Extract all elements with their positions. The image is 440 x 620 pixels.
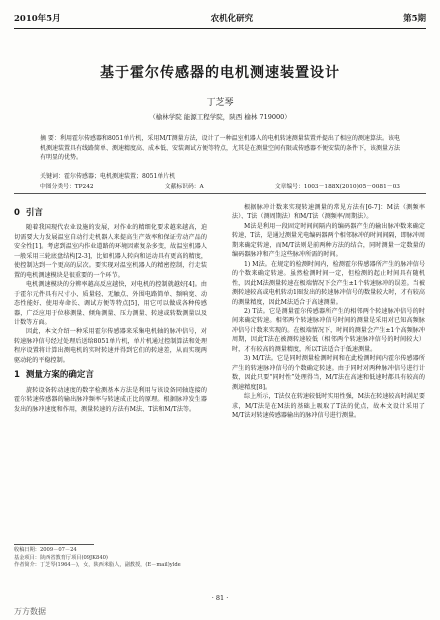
footnote-fund: 基金项目：陕西省教育厅项目(09JK840) <box>14 554 108 561</box>
watermark: 万方数据 <box>14 607 46 616</box>
paragraph: 电机测速模块的分辨率越高反应越快，对电机的控制就越好[4]。由于霍尔元件具有尺寸小、质量轻、无触点、外围电路简单、频响宽、动态性能好、使用寿命长、调试方便等特点[5]，用它可以做成各种传感器，广泛应用于位移测量、倾角测量、压力测量、转速或转数测量以及计数等方面。 <box>14 281 207 326</box>
running-header <box>14 10 426 26</box>
author-affiliation: （榆林学院 能源工程学院，陕西 榆林 719000） <box>149 113 291 121</box>
paragraph: 旋转设备转动速度的数字检测基本方法是利用与该设备同轴连接的霍尔转速传感器的输出脉冲频率与转速成正比的原理。根据脉冲发生器发出的脉冲速度和作用，测量转速的方法有M法、T法和M/T法等。 <box>14 386 207 413</box>
paragraph: 综上所示，T法仅在转速较低时实用性强，M法在转速较高时满足要求，M/T法是在M法的基础上吸取了T法的优点，故本文设计采用了M/T法对转速传感器输出的脉冲信号进行测量。 <box>232 393 425 419</box>
document-code: 文献标识码：A <box>164 184 204 190</box>
section-title: 测量方案的确定言 <box>25 370 94 381</box>
classification-line <box>40 181 400 190</box>
author-name: 丁芝琴 <box>206 98 234 108</box>
keywords: 关键词：霍尔传感器；电机测速装置；8051单片机 <box>40 173 176 180</box>
section-rule <box>14 193 426 194</box>
paper-title: 基于霍尔传感器的电机测速装置设计 <box>100 65 340 81</box>
paragraph: 因此，本文介绍一种采用霍尔传感器来采集电机轴的脉冲信号，对转速脉冲信号经过处理后送给8051单片机，单片机通过控制算法和处理程序设置将计算出测电机的实时转速并得到它们的转速差，从而实现两驱动轮的平稳控制。 <box>14 328 207 364</box>
header-journal: 农机化研究 <box>210 14 254 24</box>
footnote-rule <box>14 544 94 545</box>
section-number: 1 <box>14 370 20 381</box>
paragraph: 根据脉冲计数来实现转速测量的常见方法有[6-7]：M法（测频率法）、T法（测周期法）和M/T法（测频率/周期法）。 <box>232 204 425 221</box>
page-number: · 81 · <box>211 594 229 602</box>
article-number: 文章编号：1003－188X(2010)05－0081－03 <box>274 184 400 190</box>
section-title: 引言 <box>25 208 43 218</box>
header-date: 2010年5月 <box>14 14 61 24</box>
section-heading-method <box>14 371 207 380</box>
paragraph: 2) T法。它是测量霍尔传感器所产生的相邻两个转速脉冲信号的时间来确定转速。相邻两个转速脉冲信号时间的测量是采用对已知高频脉冲信号计数来实现的。在极端情况下，时间的测量会产生±1个高频脉冲周期，因此T法在被测转速较低（相邻两个转速脉冲信号的时间较大）时，才有较高的测量精度，所以T法适合于低速测量。 <box>232 307 425 353</box>
paragraph: 1) M法。在规定的检测时间内，检测霍尔传感器所产生的脉冲信号的个数来确定转速。虽然检测时间一定，但检测的起止时间具有随机性，因此M法测量转速在极端情况下会产生±1个转速脉冲的误差。当被测转速较高或电机转动1圈发出的转速脉冲信号的数量较大时，才有较高的测量精度，因此M法适合于高速测量。 <box>232 260 425 306</box>
footnote-received: 收稿日期：2009－07－24 <box>14 547 77 553</box>
clc-number: 中图分类号：TP242 <box>40 184 94 190</box>
paragraph: 随着我国现代农业设施的发展，对作业的精细化要求越来越高，迫切需要大力发展温室自动行走机器人来提高生产效率和保证劳动产品的安全性[1]。考虑到温室内作业道路的环境因素复杂多变，故温室机器人一般采用三轮底盘结构[2-3]，比如机器人转向和运动具有更高的精度，使控制达到一个更高的层次。要实现对温室机器人的精密控制，行走装置的电机测速模块是很重要的一个环节。 <box>14 224 207 279</box>
section-heading-intro <box>14 209 207 218</box>
header-rule <box>14 28 426 29</box>
footnote <box>14 547 207 570</box>
left-column <box>14 203 207 414</box>
paragraph: M法是利用一段固定时间间隔内的编码器产生的输出脉冲数来确定转速，T法，是通过测量光电编码器两个相邻脉冲的时间间隔，即脉冲周期来确定转速，而M/T法则是前两种方法的结合，同时测量一定数量的编码器脉冲和产生这些脉冲所需的时间。 <box>232 222 425 259</box>
section-number: 0 <box>14 208 20 218</box>
header-issue: 第5期 <box>403 14 426 24</box>
right-column <box>232 203 425 420</box>
abstract: 摘 要：利用霍尔传感器和8051单片机，采用M/T测量方法，设计了一种温室机器人的电机转速测量装置并提出了相应的测速算法。该电机测速装置具有线路简单、测速精度高、成本低、安装调试方便等特点，尤其是在测量空间有限或传感器不便安装的条件下，该测量方法有明显的优势。 <box>40 135 401 162</box>
paragraph: 3) M/T法。它是同时测量检测时间和在此检测时间内霍尔传感器所产生的转速脉冲信号的个数确定转速。由于同时对两种脉冲信号进行计数，因此只要“同时性”处理得当，M/T法在高速和低速时都具有较高的测速精度[8]。 <box>232 355 425 391</box>
footnote-bio: 作者简介：丁芝琴(1964－)，女，陕西米脂人，副教授，(E－mail)ylde <box>14 562 181 568</box>
